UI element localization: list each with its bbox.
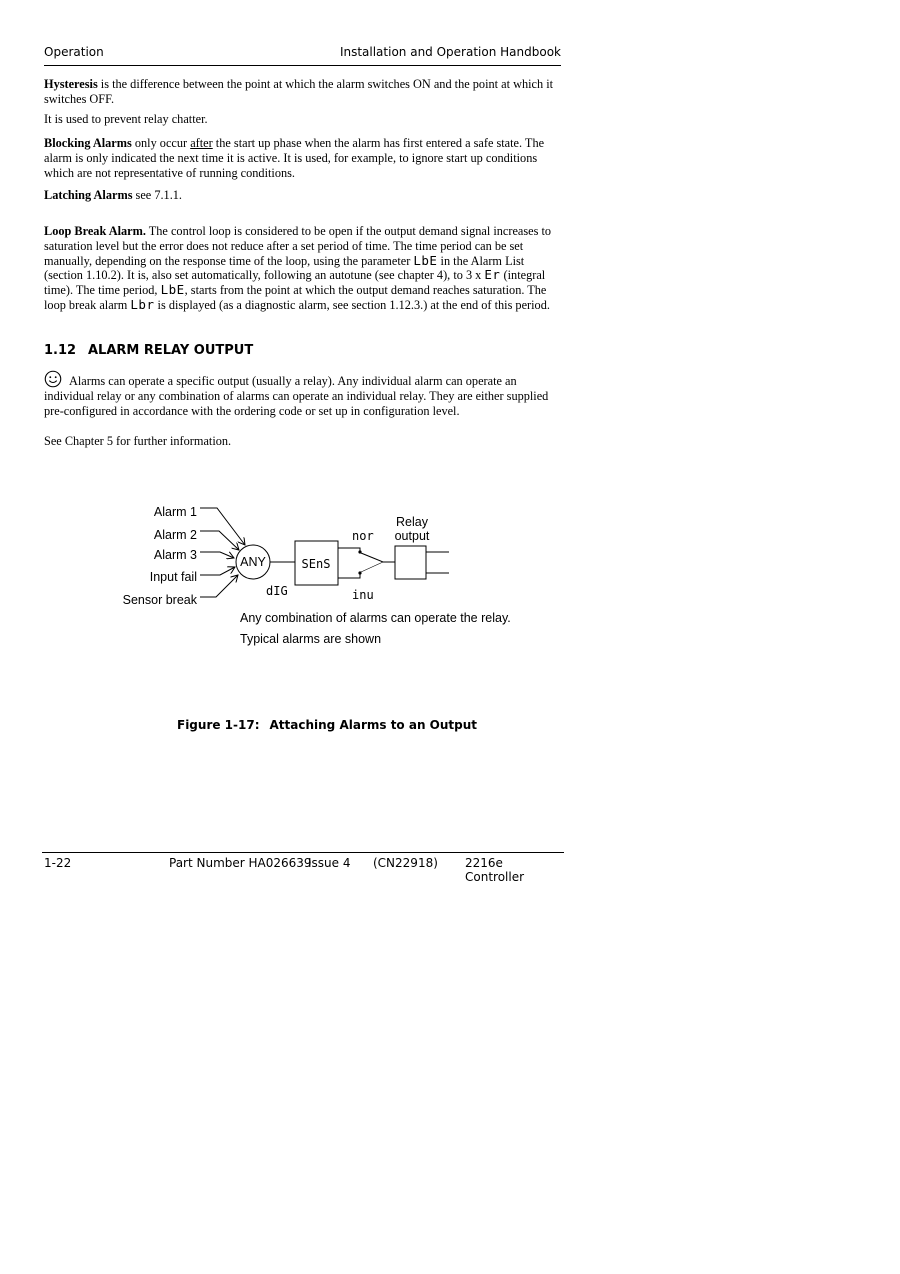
alarm-relay-diagram [100,495,550,655]
figure-caption-label: Figure 1-17: [177,718,260,732]
page-header [44,45,561,66]
blocking-paragraph [44,136,564,180]
figure-caption [177,718,477,732]
switch-bottom-lead [338,573,360,578]
input-label-alarm-2: Alarm 2 [153,528,197,542]
input-line-input-fail [200,567,235,575]
input-line-alarm-1 [200,508,245,545]
footer-cn: (CN22918) [373,856,438,870]
hysteresis-text: is the difference between the point at which the alarm switches ON and the point at which it switches OFF. [44,77,554,106]
switch-arm [361,553,383,562]
switch-top-label: nor [352,529,374,543]
section-title: ALARM RELAY OUTPUT [88,343,254,358]
latching-paragraph [44,188,564,203]
section-intro-text: Alarms can operate a specific output (usually a relay). Any individual alarm can operate an individual relay or any combination of alarms can operate an individual relay. They are either supplied pre-configured in accordance with the ordering code or set up in configuration level. [44,374,549,418]
section-intro [44,370,564,419]
footer-part-number: Part Number HA026639 [169,856,312,870]
footer-page-number: 1-22 [44,856,72,870]
input-label-alarm-1: Alarm 1 [153,505,197,519]
loop-break-text-1: The control loop is considered to be open if the output demand signal increases to saturation level but the error does not reduce after a set period of time. The time period can be set manually, depending on the response time of the loop, using the parameter [44,224,552,268]
latching-text: see 7.1.1. [132,188,183,202]
param-lbr: Lbr [130,296,155,312]
loop-break-text-2: in the Alarm List (section 1.10.2). It is, also set automatically, following an autotune (see chapter 4), to 3 x [44,253,525,283]
figure-caption-title: Attaching Alarms to an Output [269,718,478,732]
input-line-alarm-3 [200,552,234,558]
footer-issue: Issue 4 [308,856,351,870]
figure-note-line-1: Any combination of alarms can operate the relay. [240,611,511,625]
param-ti: Er [484,267,501,283]
dig-param-label: dIG [266,584,288,598]
see-also: See Chapter 5 for further information. [44,434,232,448]
blocking-underlined: after [190,136,213,150]
header-section: Operation [44,45,104,59]
blocking-pre: only occur [131,136,191,150]
relay-box [395,546,426,579]
loop-break-text-4: , starts from the point at which the output demand reaches saturation. The loop break alarm [44,283,547,312]
loop-break-text-3: (integral time). The time period, [44,268,546,298]
section-number: 1.12 [44,343,77,358]
smiley-icon [44,370,62,388]
switch-arm-alt [361,562,383,572]
sense-label: SEnS [301,557,331,571]
hysteresis-paragraph [44,77,564,107]
blocking-term: Blocking Alarms [44,136,132,150]
page-footer [42,852,564,884]
param-lbt-2: LbE [160,282,185,298]
input-line-alarm-2 [200,531,239,550]
loop-break-term: Loop Break Alarm. [44,224,146,238]
relay-label-line-2: output [394,529,430,543]
latching-term: Latching Alarms [44,188,133,202]
param-lbt: LbE [413,252,438,268]
any-gate-label: ANY [240,555,266,569]
switch-bottom-label: inu [352,588,374,602]
figure-note-line-2: Typical alarms are shown [240,632,382,646]
blocking-text: the start up phase when the alarm has first entered a safe state. The alarm is only indicated the next time it is active. It is used, for example, to ignore start up conditions which are not representative of running conditions. [44,136,545,180]
hysteresis-term: Hysteresis [44,77,98,91]
footer-product: 2216e Controller [465,856,525,884]
hysteresis-note: It is used to prevent relay chatter. [44,112,208,126]
input-label-sensor-break: Sensor break [122,593,197,607]
loop-break-text-5: is displayed (as a diagnostic alarm, see section 1.12.3.) at the end of this period. [154,297,550,312]
header-book-title: Installation and Operation Handbook [339,45,561,59]
section-heading [44,343,253,358]
switch-top-lead [338,548,360,552]
input-label-alarm-3: Alarm 3 [153,548,197,562]
input-label-input-fail: Input fail [149,570,197,584]
input-line-sensor-break [200,575,238,597]
relay-label-line-1: Relay [396,515,428,529]
loop-break-paragraph [44,224,564,313]
